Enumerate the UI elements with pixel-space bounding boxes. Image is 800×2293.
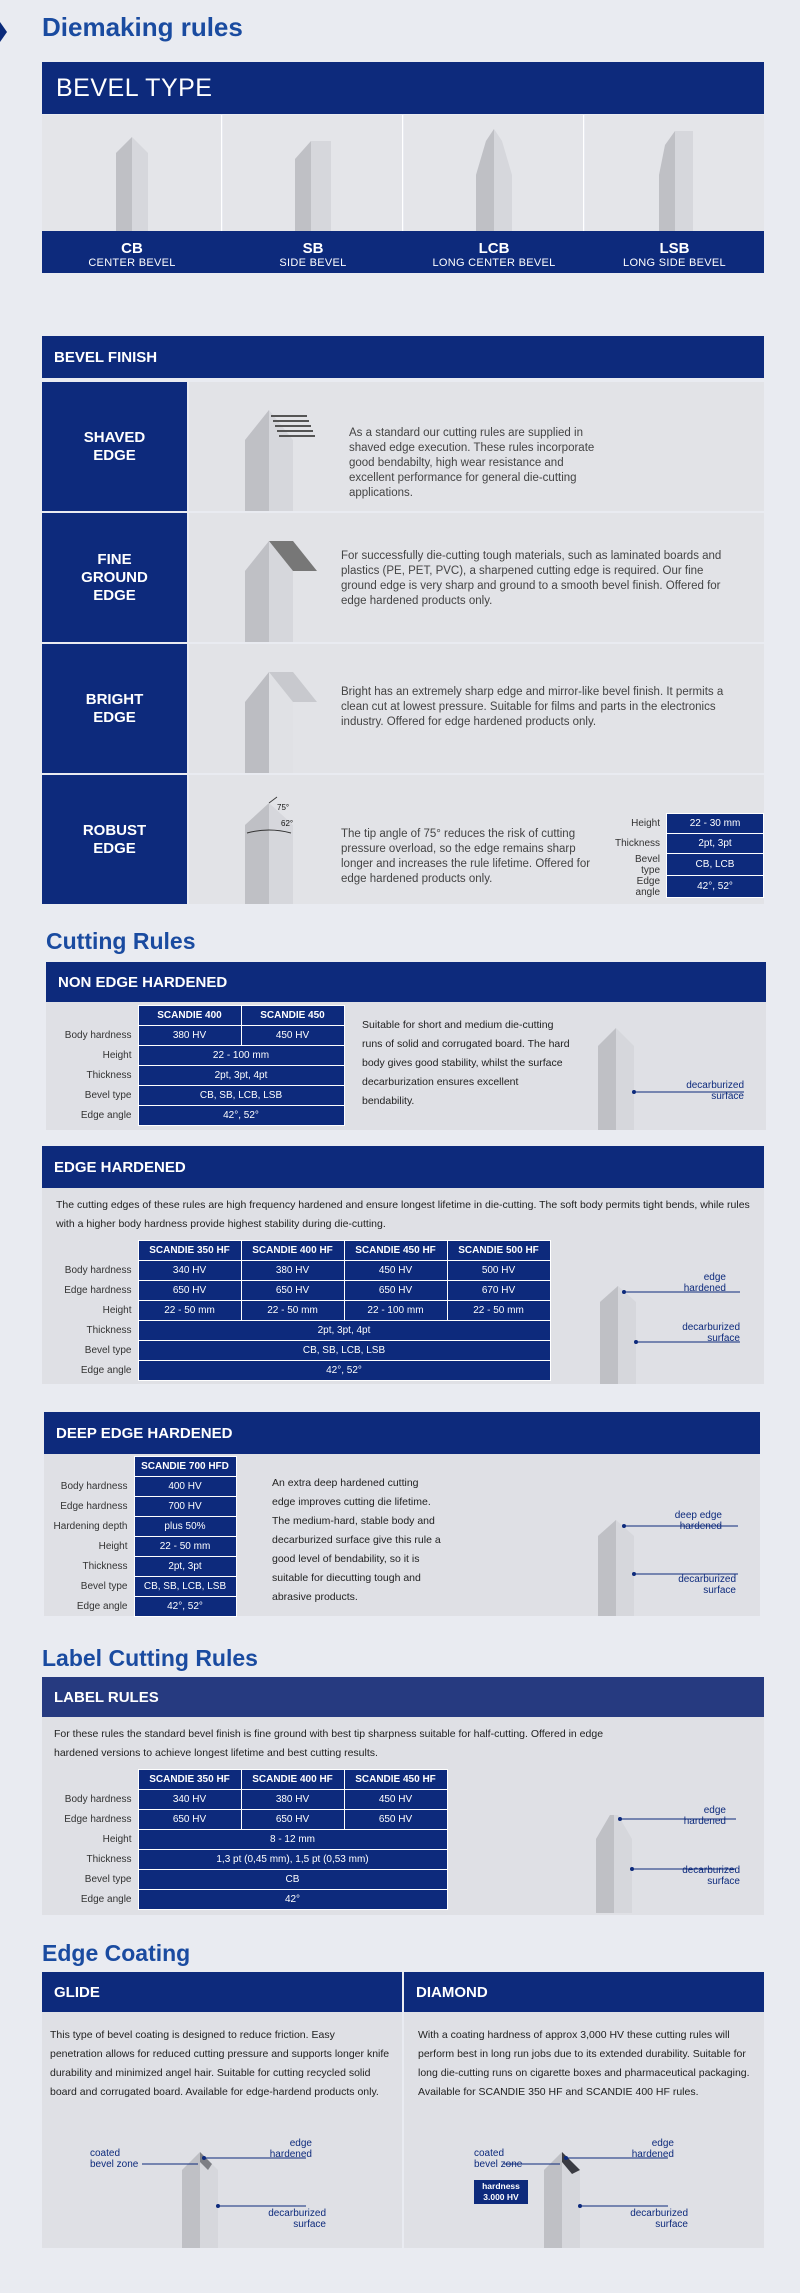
finish-name: ROBUST EDGE: [42, 775, 187, 904]
cell: 450 HV: [344, 1790, 447, 1810]
cell: plus 50%: [134, 1517, 236, 1537]
spec-label: Thickness: [615, 838, 661, 849]
row-label: Bevel type: [80, 1581, 128, 1592]
cell: CB, SB, LCB, LSB: [134, 1577, 236, 1597]
glide-rule-illustration: [182, 2150, 242, 2260]
deep-edge-hardened-text: An extra deep hardened cutting edge improves cutting die lifetime. The medium-hard, stable body and decarburized surface give this rule a good level of bendability, so it is suitable for diecutting tough and abrasive products.: [272, 1477, 441, 1603]
finish-row-shaved: [42, 382, 764, 511]
bevel-type-title: BEVEL TYPE: [56, 74, 213, 102]
bevel-code: CB: [121, 240, 143, 257]
row-label: Body hardness: [64, 1030, 132, 1041]
cell: 340 HV: [138, 1790, 241, 1810]
col-header: SCANDIE 350 HF: [138, 1241, 241, 1261]
deep-edge-hardened-header: DEEP EDGE HARDENED: [44, 1412, 760, 1454]
row-label: Bevel type: [84, 1345, 132, 1356]
col-header: SCANDIE 400 HF: [241, 1770, 344, 1790]
edge-hardened-rule-illustration: [600, 1284, 660, 1394]
row-label: Height: [102, 1305, 132, 1316]
finish-description: The tip angle of 75° reduces the risk of cutting pressure overload, so the edge remains sharp longer and increases the rule lifetime. Offered for edge hardened products only.: [341, 828, 591, 885]
finish-name: FINE GROUND EDGE: [42, 513, 187, 642]
finish-description: As a standard our cutting rules are supplied in shaved edge execution. These rules incorporate good bendabilty, high wear resistance and excellent performance for general die-cutting applications.: [349, 427, 595, 499]
row-label: Edge hardness: [64, 1285, 132, 1296]
cell: 42°: [138, 1890, 447, 1910]
cell: 380 HV: [241, 1790, 344, 1810]
cell: 650 HV: [138, 1810, 241, 1830]
col-header: SCANDIE 450 HF: [344, 1241, 447, 1261]
bevel-sb-illustration: [223, 115, 403, 231]
diamond-panel: [404, 2012, 764, 2248]
label-rules-panel: [42, 1717, 764, 1915]
hardness-badge: hardness 3.000 HV: [474, 2180, 528, 2204]
cell: CB, SB, LCB, LSB: [138, 1086, 344, 1106]
row-label: Height: [98, 1541, 128, 1552]
cell: 2pt, 3pt: [134, 1557, 236, 1577]
glide-text: This type of bevel coating is designed to reduce friction. Easy penetration allows for reduced cutting pressure and supports longer knife durability and minimized angel hair. Suitable for cutting recycled solid board and corrugated board. Available for edge-hardend products only.: [50, 2029, 390, 2098]
finish-row-bright: [42, 644, 764, 773]
spec-value: 22 - 30 mm: [667, 814, 764, 834]
bevel-lsb-illustration: [585, 115, 764, 231]
diamond-header: DIAMOND: [404, 1972, 764, 2012]
robust-edge-illustration: [245, 803, 345, 932]
bevel-name: LONG SIDE BEVEL: [623, 257, 726, 269]
cell: CB: [138, 1870, 447, 1890]
spec-value: 2pt, 3pt: [667, 834, 764, 854]
row-label: Edge hardness: [64, 1814, 132, 1825]
cell: 340 HV: [138, 1261, 241, 1281]
accent-marker: [0, 22, 7, 42]
row-label: Edge angle: [76, 1601, 128, 1612]
row-label: Body hardness: [64, 1794, 132, 1805]
finish-description: Bright has an extremely sharp edge and mirror-like bevel finish. It permits a clean cut at lowest pressure. Suitable for films and parts in the electronics industry. Offered for edge hardened products only.: [341, 686, 724, 728]
cell: 42°, 52°: [134, 1597, 236, 1617]
label-cutting-title: Label Cutting Rules: [42, 1645, 258, 1671]
cell: 400 HV: [134, 1477, 236, 1497]
page-title: Diemaking rules: [42, 12, 243, 42]
row-label: Edge angle: [80, 1365, 132, 1376]
non-edge-hardened-rule-illustration: [598, 1026, 658, 1136]
bevel-type-header: [42, 62, 764, 114]
label-rules-header: LABEL RULES: [42, 1677, 764, 1717]
edge-hardened-intro: The cutting edges of these rules are high frequency hardened and ensure longest lifetime in die-cutting. The soft body permits tight bends, while rules with a higher body hardness provide highest stability during die-cutting.: [56, 1199, 750, 1230]
cell: 22 - 100 mm: [138, 1046, 344, 1066]
glide-header: GLIDE: [42, 1972, 402, 2012]
col-header: SCANDIE 400: [138, 1006, 241, 1026]
finish-body: [189, 382, 764, 511]
label-rules-table: [42, 1769, 448, 1910]
coated-bevel-zone-label: coated bevel zone: [474, 2148, 523, 2170]
bevel-code: LCB: [478, 240, 510, 257]
non-edge-hardened-header: NON EDGE HARDENED: [46, 962, 766, 1002]
row-label: Height: [102, 1050, 132, 1061]
cell: 22 - 50 mm: [447, 1301, 550, 1321]
bevel-lsb-label: [585, 233, 764, 273]
edge-hardened-header: EDGE HARDENED: [42, 1146, 764, 1188]
cell: 22 - 100 mm: [344, 1301, 447, 1321]
row-label: Thickness: [82, 1561, 128, 1572]
label-rules-intro: For these rules the standard bevel finish is fine ground with best tip sharpness suitable for half-cutting. Offered in edge hardened versions to achieve longest lifetime and best cutting results.: [54, 1728, 604, 1759]
bevel-lcb-label: [404, 233, 584, 273]
row-label: Thickness: [86, 1854, 132, 1865]
col-header: SCANDIE 500 HF: [447, 1241, 550, 1261]
cell: 500 HV: [447, 1261, 550, 1281]
finish-body: [189, 775, 764, 904]
edge-hardened-label: edge hardened: [631, 2138, 674, 2160]
spec-value: 42°, 52°: [667, 876, 764, 898]
cell: 2pt, 3pt, 4pt: [138, 1321, 550, 1341]
row-label: Body hardness: [60, 1481, 128, 1492]
finish-description: For successfully die-cutting tough materials, such as laminated boards and plastics (PE, PET, PVC), a sharpened cutting edge is required. Our fine ground edge is very sharp and ground to a smooth bevel finish. Offered for edge hardened products only.: [341, 550, 722, 607]
decarburized-surface-label: decarburized surface: [678, 1574, 736, 1596]
cell: 380 HV: [241, 1261, 344, 1281]
bevel-cb-illustration: [42, 115, 222, 231]
row-label: Thickness: [86, 1070, 132, 1081]
col-header: SCANDIE 450 HF: [344, 1770, 447, 1790]
edge-coating-title: Edge Coating: [42, 1940, 191, 1966]
row-label: Edge angle: [80, 1110, 132, 1121]
cell: 22 - 50 mm: [241, 1301, 344, 1321]
finish-body: [189, 513, 764, 642]
cell: 8 - 12 mm: [138, 1830, 447, 1850]
bevel-code: LSB: [659, 240, 690, 257]
row-label: Thickness: [86, 1325, 132, 1336]
row-label: Hardening depth: [53, 1521, 128, 1532]
col-header: SCANDIE 700 HFD: [134, 1457, 236, 1477]
bevel-code: SB: [302, 240, 324, 257]
finish-name: SHAVED EDGE: [42, 382, 187, 511]
decarburized-surface-label: decarburized surface: [630, 2208, 688, 2230]
edge-hardened-label: edge hardened: [683, 1805, 726, 1827]
finish-row-robust: [42, 775, 764, 904]
robust-spec-table: [609, 813, 764, 898]
bevel-sb-label: [223, 233, 403, 273]
non-edge-hardened-panel: [46, 1002, 766, 1130]
cell: 450 HV: [241, 1026, 344, 1046]
edge-hardened-label: edge hardened: [683, 1272, 726, 1294]
cell: 650 HV: [138, 1281, 241, 1301]
row-label: Edge hardness: [60, 1501, 128, 1512]
bevel-finish-header: BEVEL FINISH: [42, 336, 764, 378]
non-edge-hardened-text: Suitable for short and medium die-cutting runs of solid and corrugated board. The hard body gives good stability, whilst the surface decarburization ensures excellent bendability.: [362, 1019, 570, 1107]
row-label: Bevel type: [84, 1874, 132, 1885]
bevel-name: LONG CENTER BEVEL: [432, 257, 556, 269]
cell: 450 HV: [344, 1261, 447, 1281]
bevel-name: SIDE BEVEL: [279, 257, 347, 269]
cell: 650 HV: [241, 1281, 344, 1301]
row-label: Edge angle: [80, 1894, 132, 1905]
finish-row-fine-ground: [42, 513, 764, 642]
decarburized-surface-label: decarburized surface: [268, 2208, 326, 2230]
deep-edge-hardened-rule-illustration: [598, 1518, 658, 1628]
cell: 42°, 52°: [138, 1361, 550, 1381]
label-rule-illustration: [596, 1813, 656, 1923]
cell: CB, SB, LCB, LSB: [138, 1341, 550, 1361]
cell: 1,3 pt (0,45 mm), 1,5 pt (0,53 mm): [138, 1850, 447, 1870]
deep-edge-hardened-panel: [44, 1454, 760, 1616]
deep-edge-hardened-table: [44, 1456, 237, 1617]
decarburized-surface-label: decarburized surface: [682, 1865, 740, 1887]
cell: 700 HV: [134, 1497, 236, 1517]
edge-hardened-label: edge hardened: [269, 2138, 312, 2160]
glide-panel: [42, 2012, 402, 2248]
cell: 650 HV: [344, 1281, 447, 1301]
coated-bevel-zone-label: coated bevel zone: [90, 2148, 139, 2170]
row-label: Body hardness: [64, 1265, 132, 1276]
cell: 22 - 50 mm: [134, 1537, 236, 1557]
bevel-lcb-illustration: [404, 115, 584, 231]
col-header: SCANDIE 450: [241, 1006, 344, 1026]
bevel-name: CENTER BEVEL: [88, 257, 176, 269]
spec-label: Height: [631, 818, 661, 829]
decarburized-surface-label: decarburized surface: [682, 1322, 740, 1344]
diamond-rule-illustration: [544, 2150, 604, 2260]
cell: 22 - 50 mm: [138, 1301, 241, 1321]
robust-angle-inner: 62°: [281, 819, 294, 828]
row-label: Bevel type: [84, 1090, 132, 1101]
row-label: Height: [102, 1834, 132, 1845]
robust-angle-outer: 75°: [277, 803, 290, 812]
edge-hardened-panel: [42, 1188, 764, 1384]
bevel-cb-label: [42, 233, 222, 273]
col-header: SCANDIE 400 HF: [241, 1241, 344, 1261]
spec-value: CB, LCB: [667, 854, 764, 876]
col-header: SCANDIE 350 HF: [138, 1770, 241, 1790]
edge-hardened-table: [42, 1240, 551, 1381]
diamond-text: With a coating hardness of approx 3,000 HV these cutting rules will perform best in long run jobs due to its extended durability. Suitable for long die-cutting runs on cigarette boxes and pharmaceutical packaging. Available for SCANDIE 350 HF and SCANDIE 400 HF rules.: [418, 2029, 750, 2098]
deep-edge-hardened-label: deep edge hardened: [674, 1510, 722, 1532]
cell: 2pt, 3pt, 4pt: [138, 1066, 344, 1086]
spec-label: Edge angle: [635, 875, 661, 898]
cell: 380 HV: [138, 1026, 241, 1046]
non-edge-hardened-table: [46, 1005, 345, 1126]
cell: 650 HV: [241, 1810, 344, 1830]
finish-name: BRIGHT EDGE: [42, 644, 187, 773]
cell: 42°, 52°: [138, 1106, 344, 1126]
spec-label: Bevel type: [635, 853, 661, 876]
decarburized-surface-label: decarburized surface: [686, 1080, 744, 1102]
cutting-rules-title: Cutting Rules: [46, 928, 196, 954]
cell: 670 HV: [447, 1281, 550, 1301]
cell: 650 HV: [344, 1810, 447, 1830]
finish-body: [189, 644, 764, 773]
